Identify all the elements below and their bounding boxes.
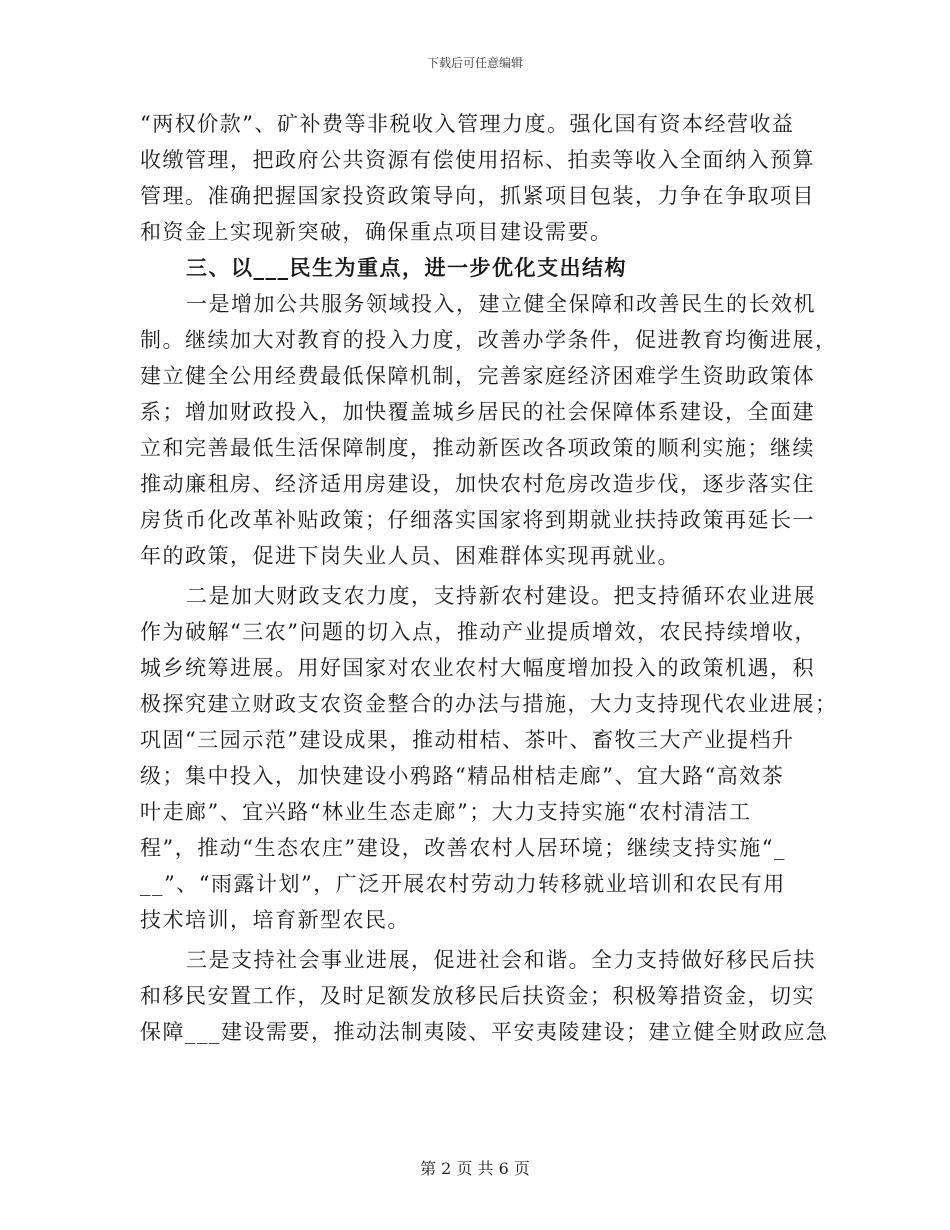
body-line: 建立健全公用经费最低保障机制，完善家庭经济困难学生资助政策体	[140, 364, 815, 388]
body-line: 推动廉租房、经济适用房建设，加快农村危房改造步伐，逐步落实住	[140, 472, 815, 496]
body-line: 叶走廊”、宜兴路“林业生态走廊”；大力支持实施“农村清洁工	[140, 800, 752, 824]
body-line: 程”，推动“生态农庄”建设，改善农村人居环境；继续支持实施“_	[140, 836, 786, 860]
body-line: 二是加大财政支农力度，支持新农村建设。把支持循环农业进展	[186, 584, 816, 608]
body-line: 城乡统筹进展。用好国家对农业农村大幅度增加投入的政策机遇，积	[140, 656, 815, 680]
body-line: 管理。准确把握国家投资政策导向，抓紧项目包装，力争在争取项目	[140, 184, 815, 208]
body-line: __”、“雨露计划”，广泛开展农村劳动力转移就业培训和农民有用	[140, 872, 786, 896]
body-line: 极探究建立财政支农资金整合的办法与措施，大力支持现代农业进展；	[140, 692, 838, 716]
body-line: 保障___建设需要，推动法制夷陵、平安夷陵建设；建立健全财政应急	[140, 1020, 829, 1044]
body-line: 一是增加公共服务领域投入，建立健全保障和改善民生的长效机	[186, 292, 816, 316]
body-line: 三是支持社会事业进展，促进社会和谐。全力支持做好移民后扶	[186, 948, 816, 972]
page-number: 第 2 页 共 6 页	[420, 1159, 530, 1178]
body-line: 年的政策，促进下岗失业人员、困难群体实现再就业。	[140, 544, 680, 568]
body-line: 系；增加财政投入，加快覆盖城乡居民的社会保障体系建设，全面建	[140, 400, 815, 424]
body-line: 制。继续加大对教育的投入力度，改善办学条件，促进教育均衡进展，	[140, 328, 838, 352]
body-line: 收缴管理，把政府公共资源有偿使用招标、拍卖等收入全面纳入预算	[140, 148, 815, 172]
body-line: 巩固“三园示范”建设成果，推动柑桔、茶叶、畜牧三大产业提档升	[140, 728, 795, 752]
body-line: 房货币化改革补贴政策；仔细落实国家将到期就业扶持政策再延长一	[140, 508, 815, 532]
page-header-note: 下载后可任意编辑	[426, 56, 523, 70]
body-line: 立和完善最低生活保障制度，推动新医改各项政策的顺利实施；继续	[140, 436, 815, 460]
body-line: 作为破解“三农”问题的切入点，推动产业提质增效，农民持续增收，	[140, 620, 817, 644]
body-line: 技术培训，培育新型农民。	[140, 908, 410, 932]
body-line: 和资金上实现新突破，确保重点项目建设需要。	[140, 220, 613, 244]
body-line: 级；集中投入，加快建设小鸦路“精品柑桔走廊”、宜大路“高效茶	[140, 764, 785, 788]
section-heading: 三、以___民生为重点，进一步优化支出结构	[186, 255, 627, 280]
body-line: 和移民安置工作，及时足额发放移民后扶资金；积极筹措资金，切实	[140, 984, 815, 1008]
body-line: “两权价款”、矿补费等非税收入管理力度。强化国有资本经营收益	[140, 112, 795, 136]
